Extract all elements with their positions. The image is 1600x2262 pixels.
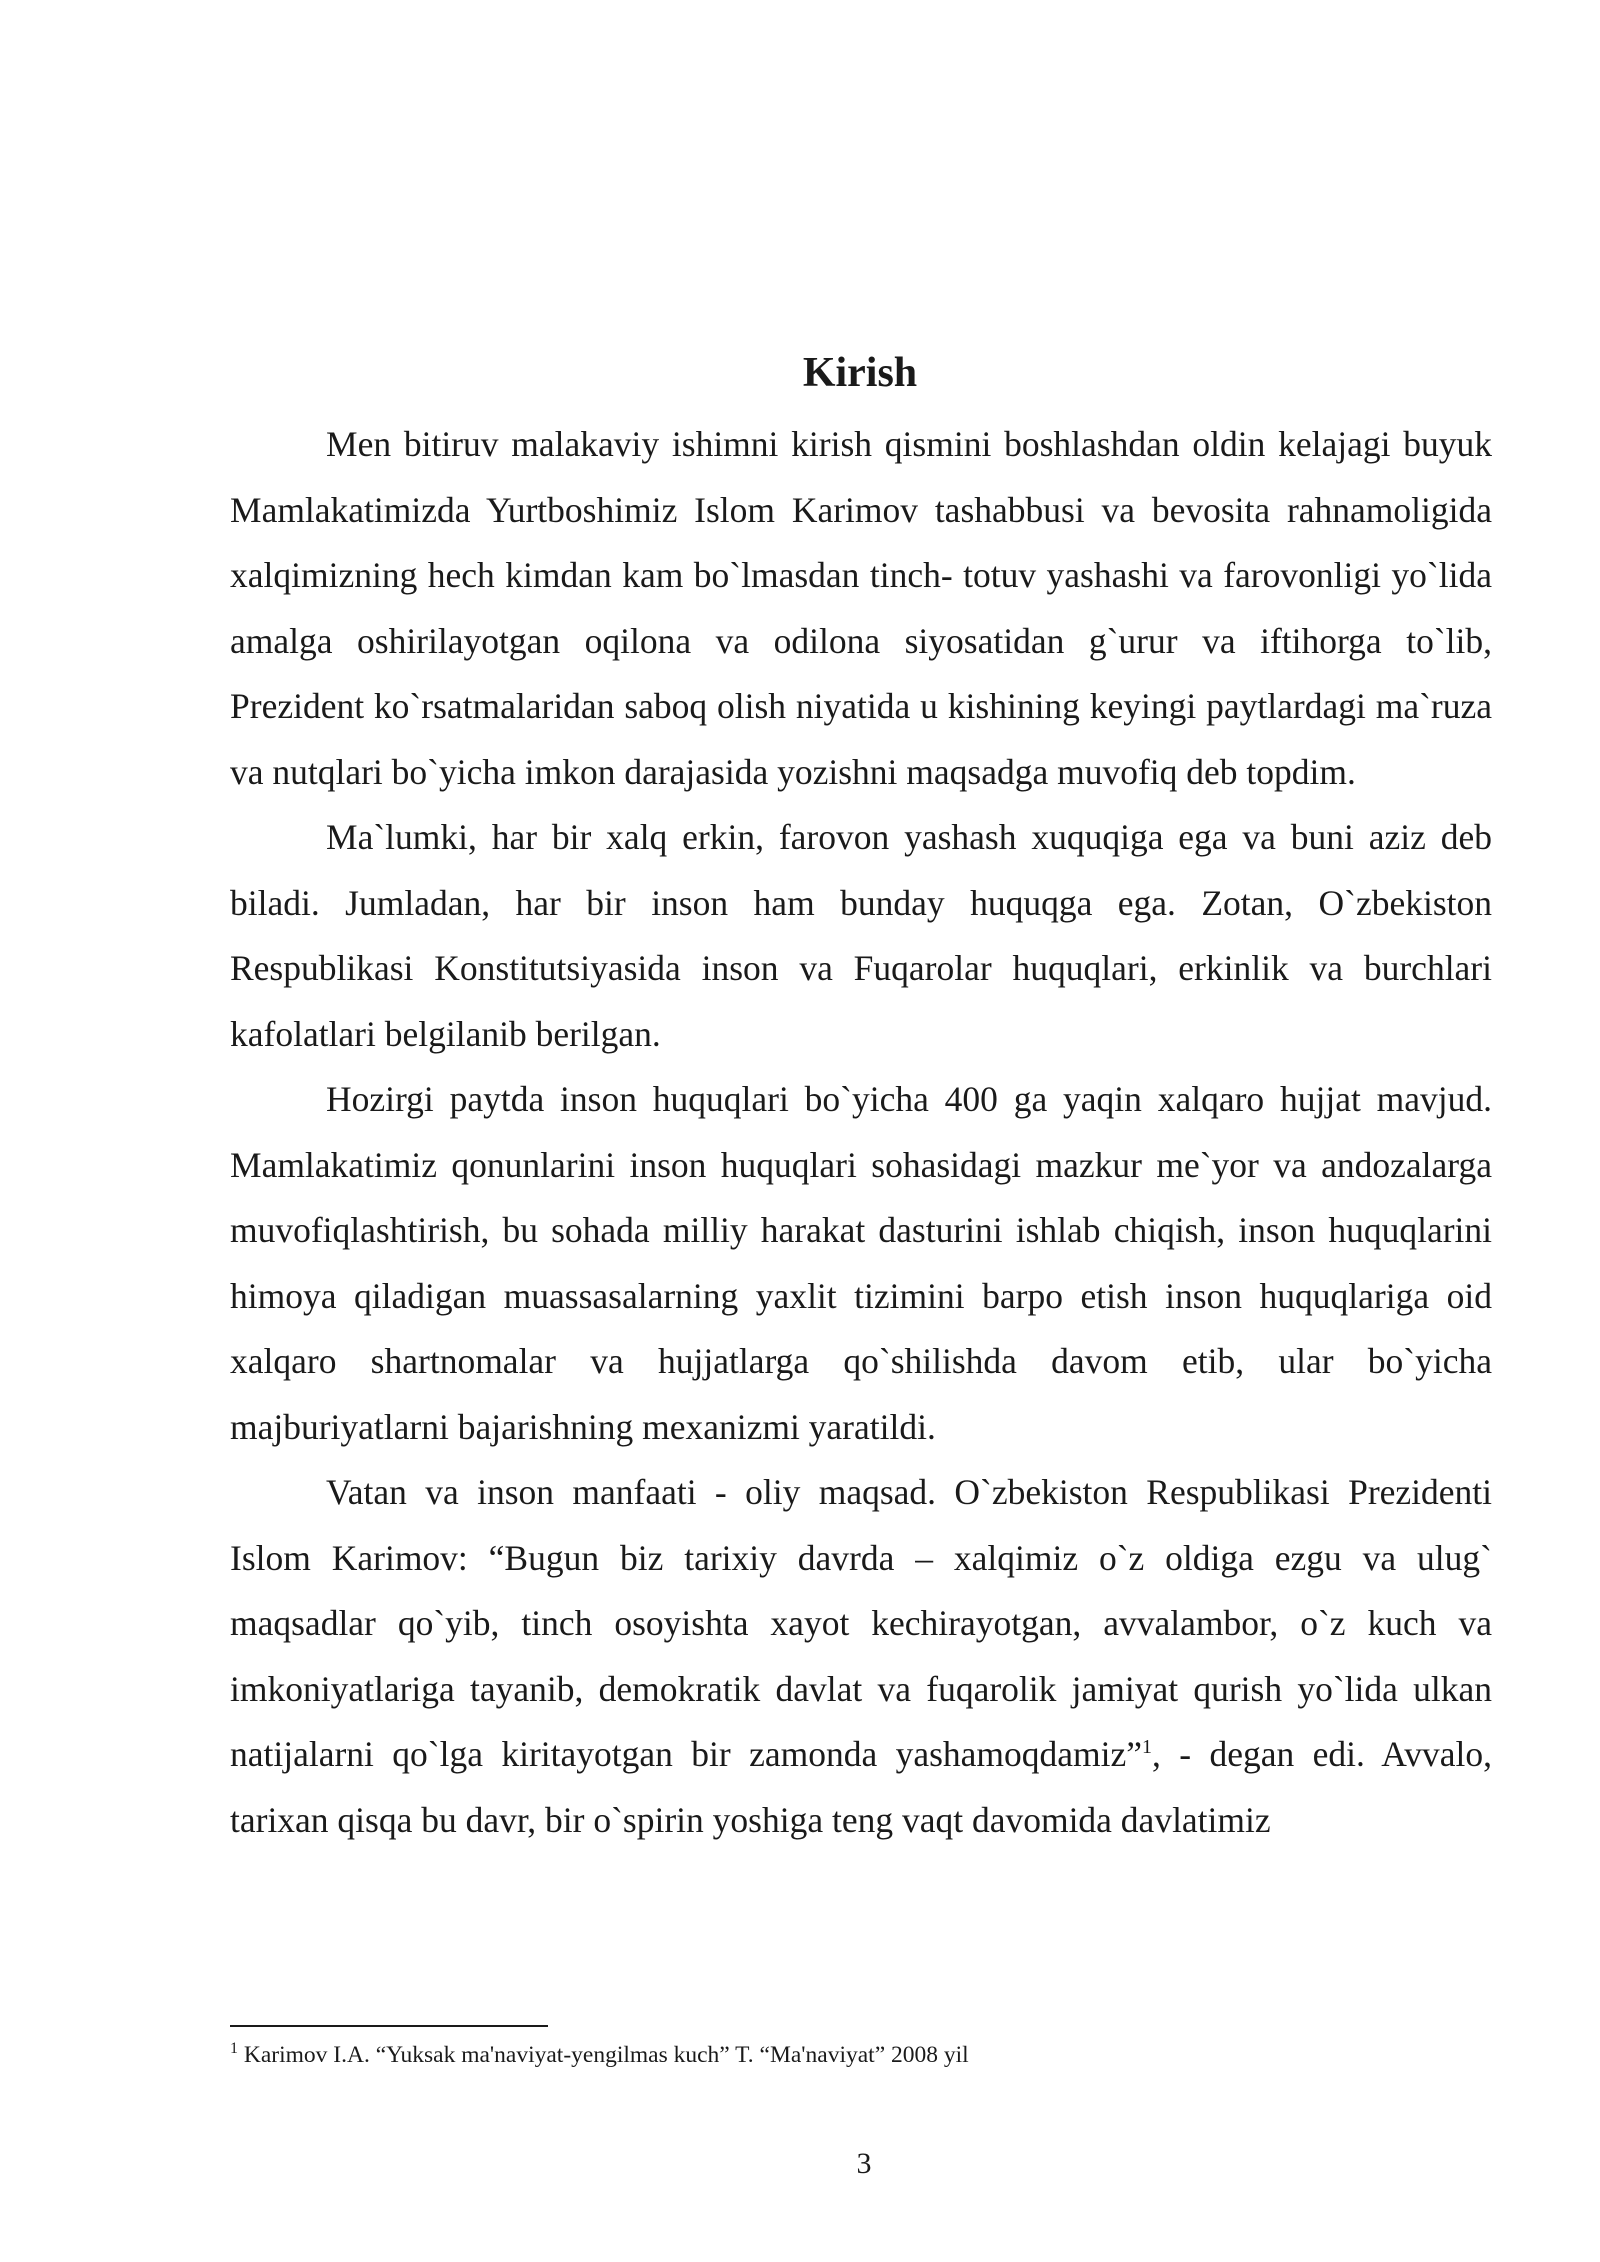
paragraph-4	[230, 1460, 1492, 1853]
paragraph-1: Men bitiruv malakaviy ishimni kirish qismini boshlashdan oldin kelajagi buyuk Mamlakatimizda Yurtboshimiz Islom Karimov tashabbusi va bevosita rahnamoligida xalqimizning hech kimdan kam bo`lmasdan tinch- totuv yashashi va farovonligi yo`lida amalga oshirilayotgan oqilona va odilona siyosatidan g`urur va iftihorga to`lib, Prezident ko`rsatmalaridan saboq olish niyatida u kishining keyingi paytlardagi ma`ruza va nutqlari bo`yicha imkon darajasida yozishni maqsadga muvofiq deb topdim.	[230, 424, 1492, 792]
footnote-text: Karimov I.A. “Yuksak ma'naviyat-yengilmas kuch” T. “Ma'naviyat” 2008 yil	[243, 2042, 969, 2068]
paragraph-2: Ma`lumki, har bir xalq erkin, farovon yashash xuquqiga ega va buni aziz deb biladi. Jumladan, har bir inson ham bunday huquqga ega. Zotan, O`zbekiston Respublikasi Konstitutsiyasida inson va Fuqarolar huquqlari, erkinlik va burchlari kafolatlari belgilanib berilgan.	[230, 817, 1492, 1054]
paragraph-4-text-after-note: , - degan edi. Avvalo, tarixan qisqa bu davr, bir o`spirin yoshiga teng vaqt davomida davlatimiz	[230, 1734, 1493, 1840]
footnote	[230, 2040, 1490, 2070]
paragraph-4-text-before-note: Vatan va inson manfaati - oliy maqsad. O`zbekiston Respublikasi Prezidenti Islom Karimov: “Bugun biz tarixiy davrda – xalqimiz o`z oldiga ezgu va ulug` maqsadlar qo`yib, tinch osoyishta xayot kechirayotgan, avvalambor, o`z kuch va imkoniyatlariga tayanib, demokratik davlat va fuqarolik jamiyat qurish yo`lida ulkan natijalarni qo`lga kiritayotgan bir zamonda yashamoqdamiz”	[230, 1472, 1492, 1774]
body-text	[230, 412, 1492, 1853]
paragraph-3: Hozirgi paytda inson huquqlari bo`yicha 400 ga yaqin xalqaro hujjat mavjud. Mamlakatimiz qonunlarini inson huquqlari sohasidagi mazkur me`yor va andozalarga muvofiqlashtirish, bu sohada milliy harakat dasturini ishlab chiqish, inson huquqlarini himoya qiladigan muassasalarning yaxlit tizimini barpo etish inson huquqlariga oid xalqaro shartnomalar va hujjatlarga qo`shilishda davom etib, ular bo`yicha majburiyatlarni bajarishning mexanizmi yaratildi.	[230, 1079, 1492, 1447]
footnote-marker: 1	[230, 2040, 238, 2058]
footnote-reference[interactable]: 1	[1142, 1736, 1153, 1759]
footnote-separator	[230, 2025, 548, 2027]
page-number: 3	[856, 2147, 872, 2180]
page-title: Kirish	[802, 350, 918, 396]
